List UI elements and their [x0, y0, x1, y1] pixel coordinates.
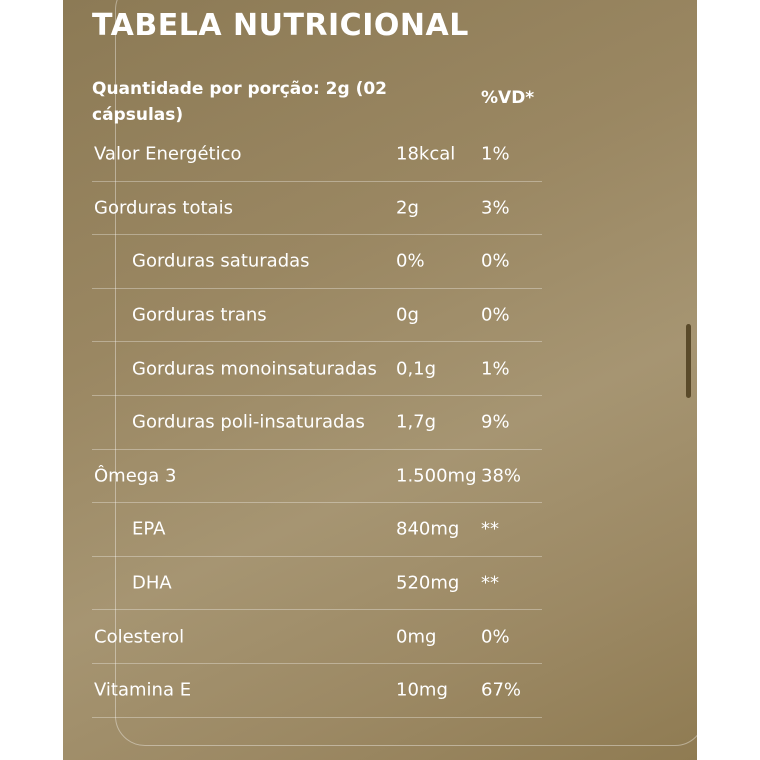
nutrient-daily-value: 67%	[481, 679, 522, 701]
nutrient-amount: 0,1g	[396, 358, 437, 380]
nutrient-name: Vitamina E	[94, 679, 192, 701]
table-row	[92, 128, 542, 182]
scrollbar-thumb[interactable]	[686, 324, 691, 398]
nutrient-name: Ômega 3	[94, 465, 177, 487]
nutrient-daily-value: 3%	[481, 197, 510, 219]
nutrient-amount: 0g	[396, 304, 419, 326]
nutrient-daily-value: 1%	[481, 358, 510, 380]
nutrient-amount: 2g	[396, 197, 419, 219]
nutrient-daily-value: 0%	[481, 626, 510, 648]
table-row	[92, 182, 542, 236]
nutrient-name: Gorduras trans	[132, 304, 267, 326]
nutrient-amount: 0%	[396, 250, 425, 272]
nutrient-amount: 0mg	[396, 626, 437, 648]
nutrient-daily-value: 38%	[481, 465, 522, 487]
nutrient-daily-value: 0%	[481, 250, 510, 272]
table-row	[92, 664, 542, 718]
nutrient-amount: 10mg	[396, 679, 448, 701]
table-row	[92, 342, 542, 396]
table-header	[92, 76, 542, 132]
nutrient-daily-value: **	[481, 518, 499, 540]
table-row	[92, 557, 542, 611]
nutrient-amount: 840mg	[396, 518, 460, 540]
nutrient-daily-value: 1%	[481, 143, 510, 165]
nutrient-daily-value: **	[481, 572, 499, 594]
nutrient-name: DHA	[132, 572, 172, 594]
daily-value-header: %VD*	[481, 88, 535, 108]
nutrition-table	[92, 128, 542, 718]
nutrient-name: Valor Energético	[94, 143, 242, 165]
nutrient-amount: 520mg	[396, 572, 460, 594]
nutrient-amount: 1.500mg	[396, 465, 477, 487]
nutrient-daily-value: 9%	[481, 411, 510, 433]
nutrient-amount: 18kcal	[396, 143, 456, 165]
nutrient-daily-value: 0%	[481, 304, 510, 326]
table-row	[92, 235, 542, 289]
nutrient-name: EPA	[132, 518, 166, 540]
nutrient-amount: 1,7g	[396, 411, 437, 433]
table-row	[92, 503, 542, 557]
serving-size-label: Quantidade por porção: 2g (02 cápsulas)	[92, 79, 388, 125]
nutrient-name: Gorduras poli-insaturadas	[132, 411, 365, 433]
table-row	[92, 396, 542, 450]
page-title: TABELA NUTRICIONAL	[92, 8, 469, 43]
table-row	[92, 450, 542, 504]
nutrient-name: Colesterol	[94, 626, 185, 648]
table-row	[92, 610, 542, 664]
nutrient-name: Gorduras monoinsaturadas	[132, 358, 377, 380]
nutrient-name: Gorduras totais	[94, 197, 233, 219]
table-row	[92, 289, 542, 343]
nutrient-name: Gorduras saturadas	[132, 250, 310, 272]
